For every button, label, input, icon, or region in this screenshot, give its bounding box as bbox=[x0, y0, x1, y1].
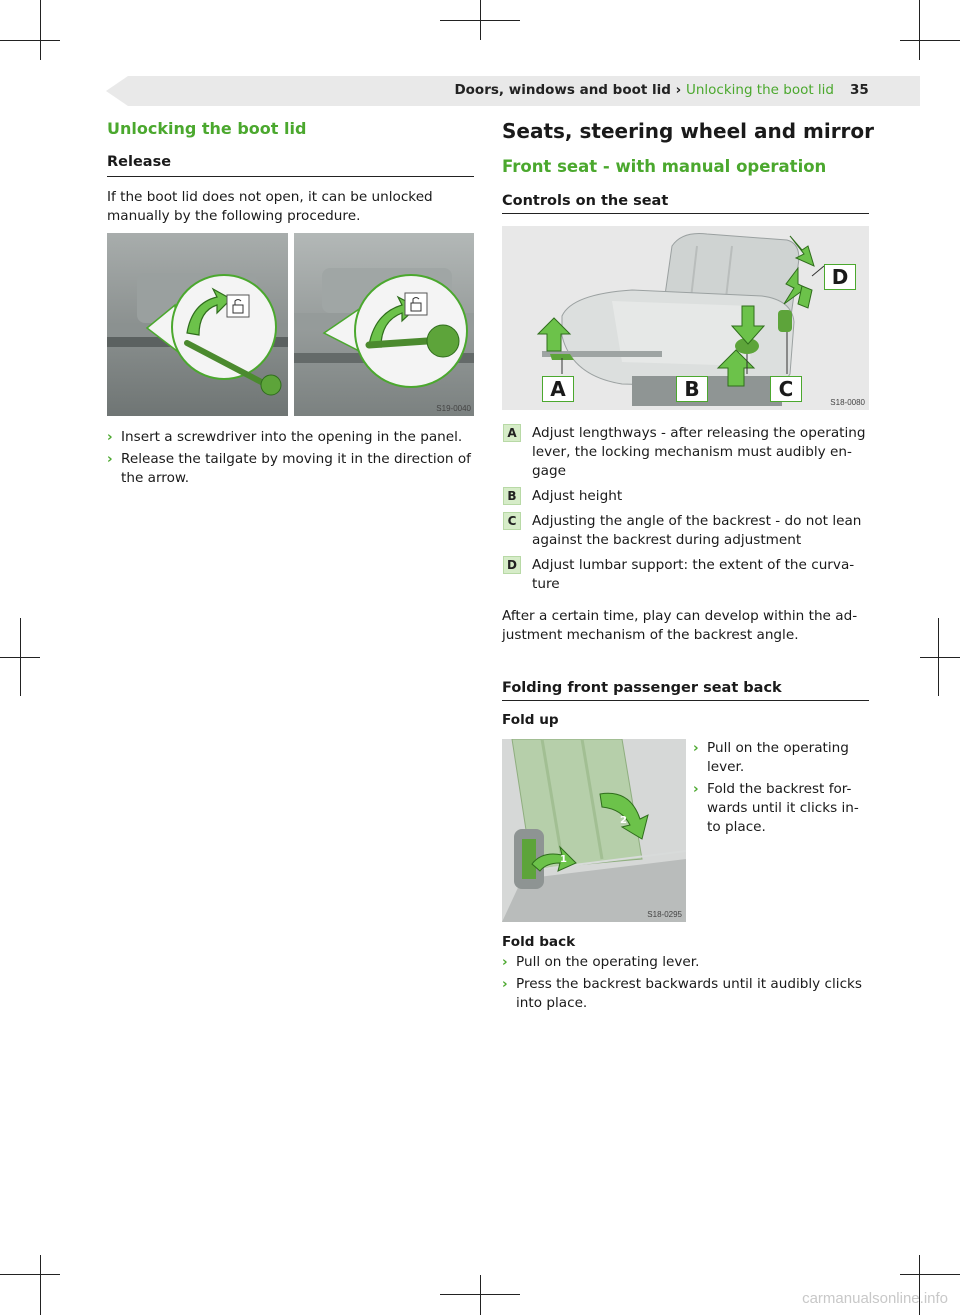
legend-key: D bbox=[503, 556, 521, 574]
breadcrumb-section: Doors, windows and boot lid bbox=[454, 82, 671, 98]
section-title-unlocking: Unlocking the boot lid bbox=[107, 119, 307, 138]
fold-seat-figure bbox=[502, 739, 686, 922]
intro-text: If the boot lid does not open, it can be unlocked manually by the following procedure. bbox=[107, 189, 433, 224]
legend-key: B bbox=[503, 487, 521, 505]
chevron-right-icon: › bbox=[502, 976, 508, 992]
legend-text: Adjust height bbox=[532, 488, 623, 504]
chevron-right-icon: › bbox=[107, 451, 113, 467]
divider-controls bbox=[502, 213, 869, 214]
chapter-title: Seats, steering wheel and mirror bbox=[502, 119, 875, 143]
note-text: After a certain time, play can develop within the ad-justment mechanism of the backrest angle. bbox=[502, 608, 858, 643]
seat-controls-figure bbox=[502, 226, 869, 410]
legend-text: Adjust lengthways - after releasing the operating lever, the locking mechanism must audibly en-gage bbox=[532, 425, 866, 479]
page-number: 35 bbox=[850, 82, 869, 98]
legend-key: C bbox=[503, 512, 521, 530]
subheading-release: Release bbox=[107, 154, 172, 170]
list-item: › Pull on the operating lever. bbox=[502, 954, 700, 970]
list-item: › Release the tailgate by moving it in the direction of the arrow. bbox=[107, 451, 471, 486]
list-item: › Pull on the operating lever. bbox=[693, 740, 849, 775]
figure-code: S18-0295 bbox=[647, 910, 682, 919]
chevron-right-icon: › bbox=[107, 429, 113, 445]
subheading-folding: Folding front passenger seat back bbox=[502, 680, 782, 696]
list-item: › Press the backrest backwards until it audibly clicks into place. bbox=[502, 976, 862, 1011]
header-tab-tip bbox=[106, 76, 128, 106]
figure-code: S19-0040 bbox=[436, 404, 471, 413]
fold-label-1: 1 bbox=[560, 854, 567, 865]
chevron-right-icon: › bbox=[693, 740, 699, 756]
boot-lid-figure bbox=[107, 233, 474, 416]
chevron-right-icon: › bbox=[693, 781, 699, 797]
subheading-fold-back: Fold back bbox=[502, 934, 576, 950]
section-title-front-seat: Front seat - with manual operation bbox=[502, 157, 827, 176]
subheading-fold-up: Fold up bbox=[502, 712, 559, 728]
breadcrumb-subsection: Unlocking the boot lid bbox=[685, 82, 834, 98]
chevron-right-icon: › bbox=[502, 954, 508, 970]
subheading-controls: Controls on the seat bbox=[502, 193, 669, 209]
legend-text: Adjusting the angle of the backrest - do not lean against the backrest during adjustment bbox=[532, 513, 862, 548]
breadcrumb bbox=[454, 82, 834, 98]
watermark: carmanualsonline.info bbox=[802, 1290, 948, 1307]
callout-b: B bbox=[676, 376, 708, 402]
divider-folding bbox=[502, 700, 869, 701]
breadcrumb-separator: › bbox=[675, 82, 682, 98]
legend-text: Adjust lumbar support: the extent of the curva-ture bbox=[532, 557, 855, 592]
fold-label-2: 2 bbox=[620, 815, 627, 826]
fold-seat-illustration bbox=[502, 739, 686, 922]
divider-release bbox=[107, 176, 474, 177]
callout-a: A bbox=[542, 376, 574, 402]
list-item: › Insert a screwdriver into the opening in the panel. bbox=[107, 429, 463, 445]
callout-c: C bbox=[770, 376, 802, 402]
list-item: › Fold the backrest for-wards until it clicks in-to place. bbox=[693, 781, 859, 835]
legend-key: A bbox=[503, 424, 521, 442]
figure-code: S18-0080 bbox=[830, 398, 865, 407]
callout-d: D bbox=[824, 264, 856, 290]
boot-lid-illustration bbox=[107, 233, 474, 416]
